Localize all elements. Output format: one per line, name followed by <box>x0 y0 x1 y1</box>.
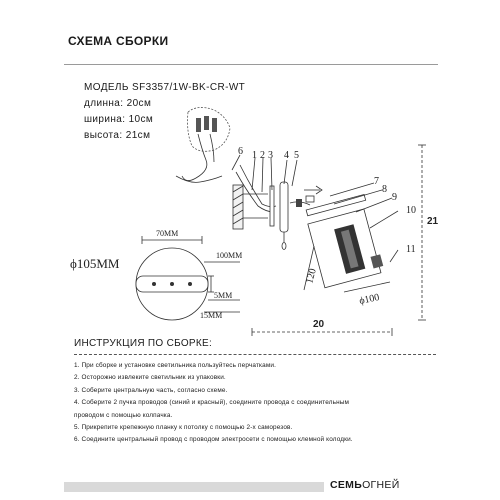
height-dimension-label: 21 <box>427 216 439 227</box>
part-number: 4 <box>284 150 289 161</box>
part-number: 3 <box>268 150 273 161</box>
part-number: 1 <box>252 150 257 161</box>
footer-bar <box>64 482 324 492</box>
height-label: высота: 21см <box>84 130 151 141</box>
ceiling-hatch <box>233 185 243 229</box>
brand-part-2: ОГНЕЙ <box>362 479 400 491</box>
mount-dim-70-label: 70MM <box>156 229 179 238</box>
instruction-item: 2. Осторожно извлеките светильник из упаковки. <box>74 374 226 382</box>
instruction-item: 3. Соберите центральную часть, согласно схеме. <box>74 386 228 394</box>
instruction-item: проводом с помощью колпачка. <box>74 411 173 419</box>
mount-dim-5-label: 5MM <box>214 291 233 300</box>
part-number: 6 <box>238 146 243 157</box>
length-label: длинна: 20см <box>84 98 152 109</box>
lamp-diameter-label: ϕ100 <box>358 291 381 307</box>
instructions-divider <box>74 354 436 355</box>
part-number: 9 <box>392 192 397 203</box>
wire-detail <box>176 107 230 182</box>
part-number: 8 <box>382 184 387 195</box>
instructions-list <box>74 360 444 447</box>
instructions-title: ИНСТРУКЦИЯ ПО СБОРКЕ: <box>74 338 213 349</box>
instruction-item: 1. При сборке и установке светильника пользуйтесь перчатками. <box>74 362 277 369</box>
instruction-item: 4. Соберите 2 пучка проводов (синий и красный), соедините провода с соединительным <box>74 399 350 407</box>
width-dimension-label: 20 <box>313 319 325 330</box>
width-label: ширина: 10см <box>84 114 154 125</box>
model-label: МОДЕЛЬ SF3357/1W-BK-CR-WT <box>84 82 246 93</box>
part-number: 7 <box>374 176 379 187</box>
dimension-height <box>418 145 426 320</box>
page-title: СХЕМА СБОРКИ <box>68 34 169 48</box>
part-number: 11 <box>406 244 416 255</box>
brand-part-1: СЕМЬ <box>330 479 363 491</box>
mount-diameter-label: ϕ105MM <box>70 256 120 271</box>
part-number: 5 <box>294 150 299 161</box>
instruction-item: 6. Соедините центральный провод с проводом электросети с помощью клемной колодки. <box>74 436 353 444</box>
part-number: 2 <box>260 150 265 161</box>
mount-dim-15-label: 15MM <box>200 311 223 320</box>
mount-dim-100-label: 100MM <box>216 251 243 260</box>
mount-detail <box>136 236 243 320</box>
part-number: 10 <box>406 205 416 216</box>
instruction-item: 5. Прикрепите крепежную планку к потолку с помощью 2-х саморезов. <box>74 424 293 432</box>
lamp-length-label: 120 <box>304 267 319 285</box>
brand-logo <box>330 479 400 491</box>
